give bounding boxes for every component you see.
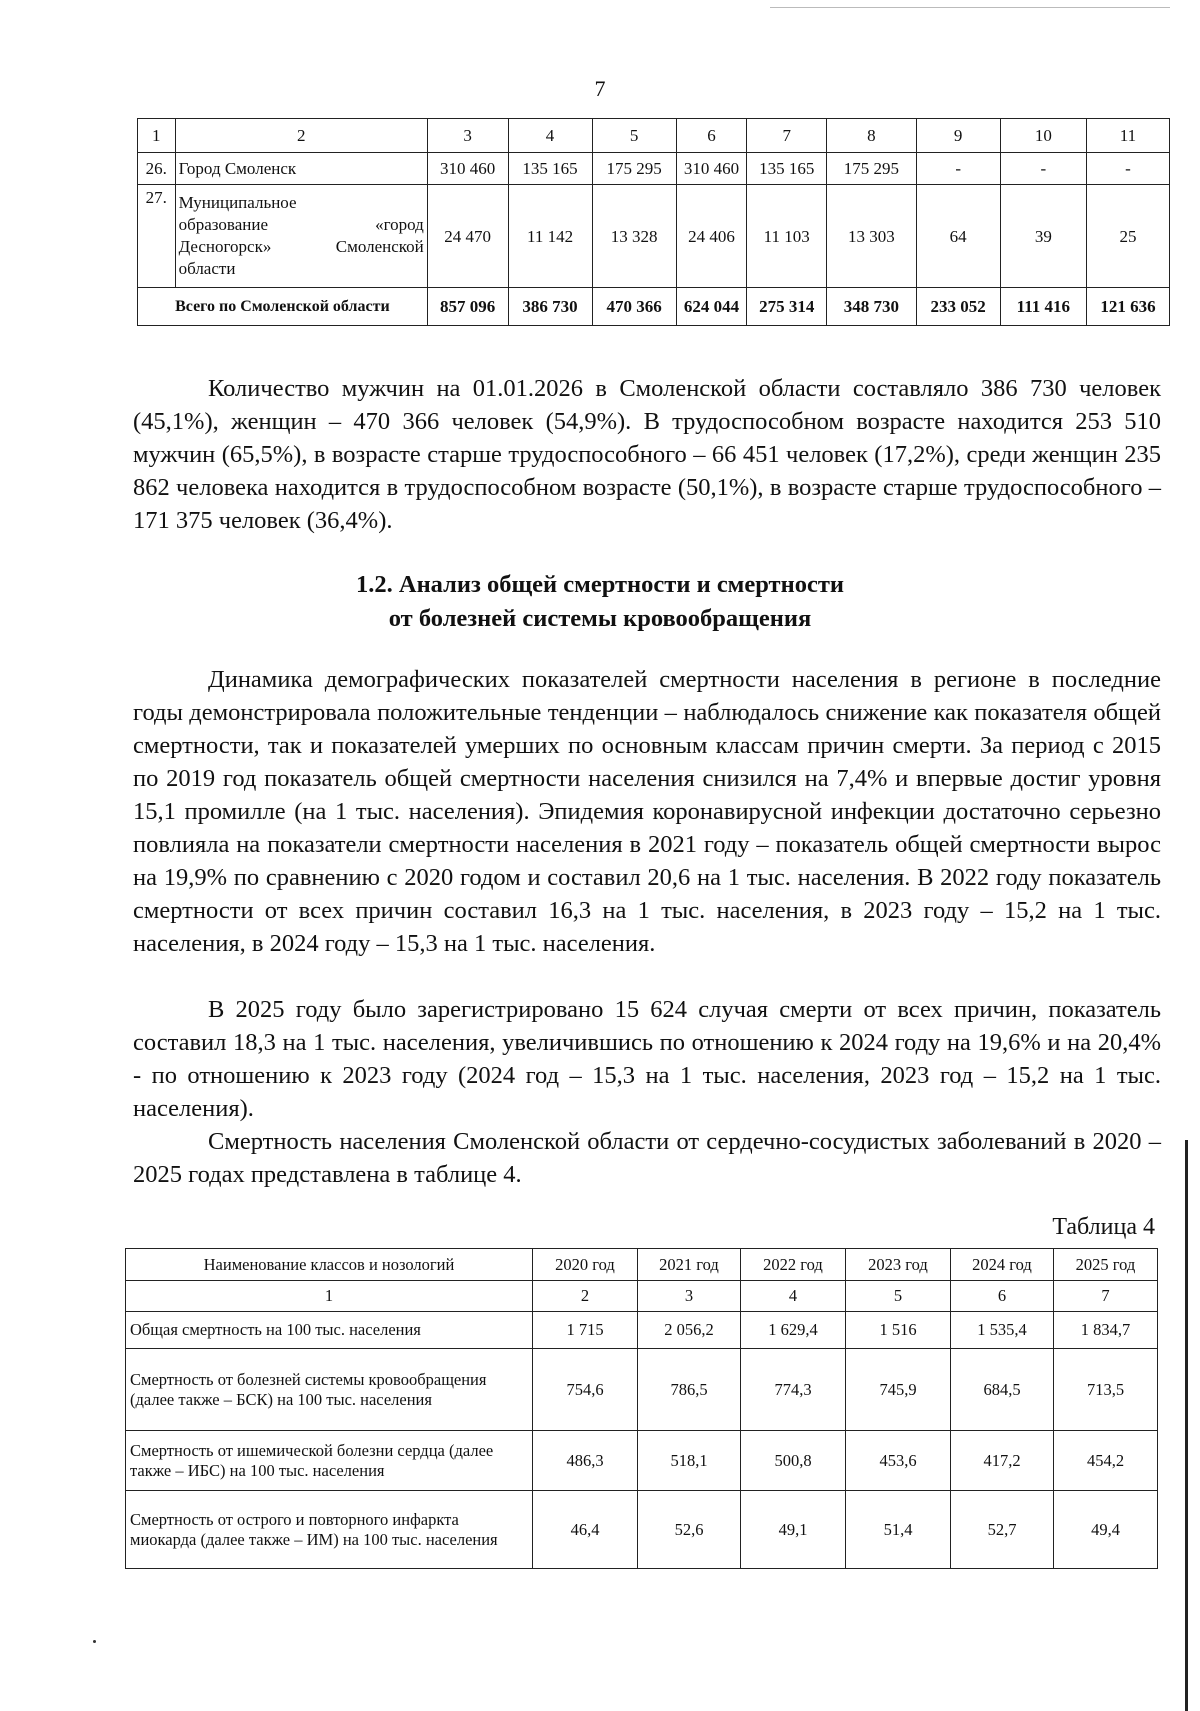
name-line: образование «город bbox=[178, 215, 424, 234]
table-cell: 25 bbox=[1086, 185, 1169, 288]
table-cell: 518,1 bbox=[638, 1431, 741, 1491]
municipality-name bbox=[175, 185, 427, 288]
name-line: Десногорск» Смоленской bbox=[178, 237, 424, 256]
total-cell: 111 416 bbox=[1000, 288, 1086, 326]
column-header: 2024 год bbox=[951, 1249, 1054, 1281]
table-cell: - bbox=[916, 153, 1000, 185]
column-number: 1 bbox=[126, 1281, 533, 1312]
table-cell: 46,4 bbox=[533, 1491, 638, 1569]
table-cell: 310 460 bbox=[427, 153, 508, 185]
table-cell: 754,6 bbox=[533, 1349, 638, 1431]
table-row bbox=[126, 1312, 1158, 1349]
table-cell: 175 295 bbox=[827, 153, 917, 185]
column-header: 2020 год bbox=[533, 1249, 638, 1281]
table-cell: 52,6 bbox=[638, 1491, 741, 1569]
column-header: Наименование классов и нозологий bbox=[126, 1249, 533, 1281]
name-line: области bbox=[178, 259, 236, 278]
indicator-name: Смертность от острого и повторного инфаркта миокарда (далее также – ИМ) на 100 тыс. населения bbox=[126, 1491, 533, 1569]
section-title bbox=[0, 568, 1200, 636]
column-number: 3 bbox=[638, 1281, 741, 1312]
paragraph-2025-mortality: В 2025 году было зарегистрировано 15 624 случая смерти от всех причин, показатель составил 18,3 на 1 тыс. населения, увеличившись по отношению к 2024 году на 19,6% и на 20,4% - по отношению к 2023 году (2024 год – 15,3 на 1 тыс. населения, 2023 год – 15,2 на 1 тыс. населения). bbox=[133, 996, 1161, 1122]
column-number: 4 bbox=[508, 119, 592, 153]
total-cell: 624 044 bbox=[676, 288, 747, 326]
table-row bbox=[126, 1431, 1158, 1491]
column-number: 2 bbox=[533, 1281, 638, 1312]
scan-speck bbox=[93, 1640, 96, 1643]
section-title-line: 1.2. Анализ общей смертности и смертности bbox=[356, 571, 844, 598]
table-cell: 64 bbox=[916, 185, 1000, 288]
table-cell: 453,6 bbox=[846, 1431, 951, 1491]
column-header: 2025 год bbox=[1054, 1249, 1158, 1281]
table-cell: 175 295 bbox=[592, 153, 676, 185]
scan-edge-shadow bbox=[1185, 1140, 1188, 1711]
scan-edge-line bbox=[770, 7, 1170, 8]
table-cell: 49,4 bbox=[1054, 1491, 1158, 1569]
column-number: 3 bbox=[427, 119, 508, 153]
table-cell: 745,9 bbox=[846, 1349, 951, 1431]
total-cell: 386 730 bbox=[508, 288, 592, 326]
total-cell: 857 096 bbox=[427, 288, 508, 326]
column-number: 11 bbox=[1086, 119, 1169, 153]
column-number: 6 bbox=[951, 1281, 1054, 1312]
total-cell: 470 366 bbox=[592, 288, 676, 326]
table-cell: 486,3 bbox=[533, 1431, 638, 1491]
table-cell: 11 142 bbox=[508, 185, 592, 288]
column-number: 8 bbox=[827, 119, 917, 153]
column-number: 2 bbox=[175, 119, 427, 153]
column-number: 1 bbox=[138, 119, 176, 153]
indicator-name: Смертность от ишемической болезни сердца (далее также – ИБС) на 100 тыс. населения bbox=[126, 1431, 533, 1491]
total-row bbox=[138, 288, 1170, 326]
row-number: 26. bbox=[138, 153, 176, 185]
total-label: Всего по Смоленской области bbox=[138, 288, 428, 326]
name-line: Муниципальное bbox=[178, 193, 297, 212]
table-cell: 13 303 bbox=[827, 185, 917, 288]
table-cell: 24 406 bbox=[676, 185, 747, 288]
table-cell: - bbox=[1086, 153, 1169, 185]
table-cell: 11 103 bbox=[747, 185, 827, 288]
table-cell: 454,2 bbox=[1054, 1431, 1158, 1491]
table-cell: 24 470 bbox=[427, 185, 508, 288]
table-cell: 310 460 bbox=[676, 153, 747, 185]
table-cell: 684,5 bbox=[951, 1349, 1054, 1431]
column-number: 5 bbox=[846, 1281, 951, 1312]
population-table bbox=[137, 118, 1170, 326]
column-header: 2023 год bbox=[846, 1249, 951, 1281]
column-number: 9 bbox=[916, 119, 1000, 153]
table-header-row bbox=[138, 119, 1170, 153]
indicator-name: Смертность от болезней системы кровообращения (далее также – БСК) на 100 тыс. населения bbox=[126, 1349, 533, 1431]
total-cell: 348 730 bbox=[827, 288, 917, 326]
column-number: 5 bbox=[592, 119, 676, 153]
table-cell: 135 165 bbox=[747, 153, 827, 185]
table-row bbox=[138, 185, 1170, 288]
row-number: 27. bbox=[138, 185, 176, 288]
table-cell: 13 328 bbox=[592, 185, 676, 288]
table-cell: - bbox=[1000, 153, 1086, 185]
table-row bbox=[138, 153, 1170, 185]
table-cell: 49,1 bbox=[741, 1491, 846, 1569]
table-row bbox=[126, 1491, 1158, 1569]
page-number: 7 bbox=[594, 76, 606, 101]
paragraph-mortality-dynamics: Динамика демографических показателей смертности населения в регионе в последние годы демонстрировала положительные тенденции – наблюдалось снижение как показателя общей смертности, так и показателей умерших по основным классам причин смерти. За период с 2015 по 2019 год показатель общей смертности населения снизился на 7,4% и впервые достиг уровня 15,1 промилле (на 1 тыс. населения). Эпидемия коронавирусной инфекции достаточно серьезно повлияла на показатели смертности населения в 2021 году – показатель общей смертности вырос на 19,9% по сравнению с 2020 годом и составил 20,6 на 1 тыс. населения. В 2022 году показатель смертности от всех причин составил 16,3 на 1 тыс. населения, в 2023 году – 15,2 на 1 тыс. населения, в 2024 году – 15,3 на 1 тыс. населения. bbox=[133, 666, 1161, 957]
column-number: 4 bbox=[741, 1281, 846, 1312]
table-cell: 1 715 bbox=[533, 1312, 638, 1349]
column-number-row bbox=[126, 1281, 1158, 1312]
column-number: 6 bbox=[676, 119, 747, 153]
table-cell: 1 535,4 bbox=[951, 1312, 1054, 1349]
table-row bbox=[126, 1349, 1158, 1431]
indicator-name: Общая смертность на 100 тыс. населения bbox=[126, 1312, 533, 1349]
column-header: 2021 год bbox=[638, 1249, 741, 1281]
table-cell: 1 629,4 bbox=[741, 1312, 846, 1349]
table-cell: 135 165 bbox=[508, 153, 592, 185]
column-number: 7 bbox=[747, 119, 827, 153]
paragraph-table-reference: Смертность населения Смоленской области от сердечно-сосудистых заболеваний в 2020 – 2025 годах представлена в таблице 4. bbox=[133, 1128, 1161, 1188]
table-cell: 2 056,2 bbox=[638, 1312, 741, 1349]
total-cell: 233 052 bbox=[916, 288, 1000, 326]
table-caption: Таблица 4 bbox=[1052, 1214, 1155, 1240]
table-header-row bbox=[126, 1249, 1158, 1281]
total-cell: 275 314 bbox=[747, 288, 827, 326]
column-header: 2022 год bbox=[741, 1249, 846, 1281]
table-cell: 51,4 bbox=[846, 1491, 951, 1569]
table-cell: 774,3 bbox=[741, 1349, 846, 1431]
column-number: 10 bbox=[1000, 119, 1086, 153]
table-cell: 417,2 bbox=[951, 1431, 1054, 1491]
section-title-line: от болезней системы кровообращения bbox=[388, 605, 812, 632]
table-cell: 39 bbox=[1000, 185, 1086, 288]
table-cell: 1 516 bbox=[846, 1312, 951, 1349]
mortality-table bbox=[125, 1248, 1158, 1569]
table-cell: 786,5 bbox=[638, 1349, 741, 1431]
table-cell: 52,7 bbox=[951, 1491, 1054, 1569]
table-cell: 500,8 bbox=[741, 1431, 846, 1491]
total-cell: 121 636 bbox=[1086, 288, 1169, 326]
paragraph-population: Количество мужчин на 01.01.2026 в Смоленской области составляло 386 730 человек (45,1%), женщин – 470 366 человек (54,9%). В трудоспособном возрасте находится 253 510 мужчин (65,5%), в возрасте старше трудоспособного – 66 451 человек (17,2%), среди женщин 235 862 человека находится в трудоспособном возрасте (50,1%), в возрасте старше трудоспособного – 171 375 человек (36,4%). bbox=[133, 375, 1161, 534]
municipality-name: Город Смоленск bbox=[175, 153, 427, 185]
column-number: 7 bbox=[1054, 1281, 1158, 1312]
table-cell: 1 834,7 bbox=[1054, 1312, 1158, 1349]
table-cell: 713,5 bbox=[1054, 1349, 1158, 1431]
